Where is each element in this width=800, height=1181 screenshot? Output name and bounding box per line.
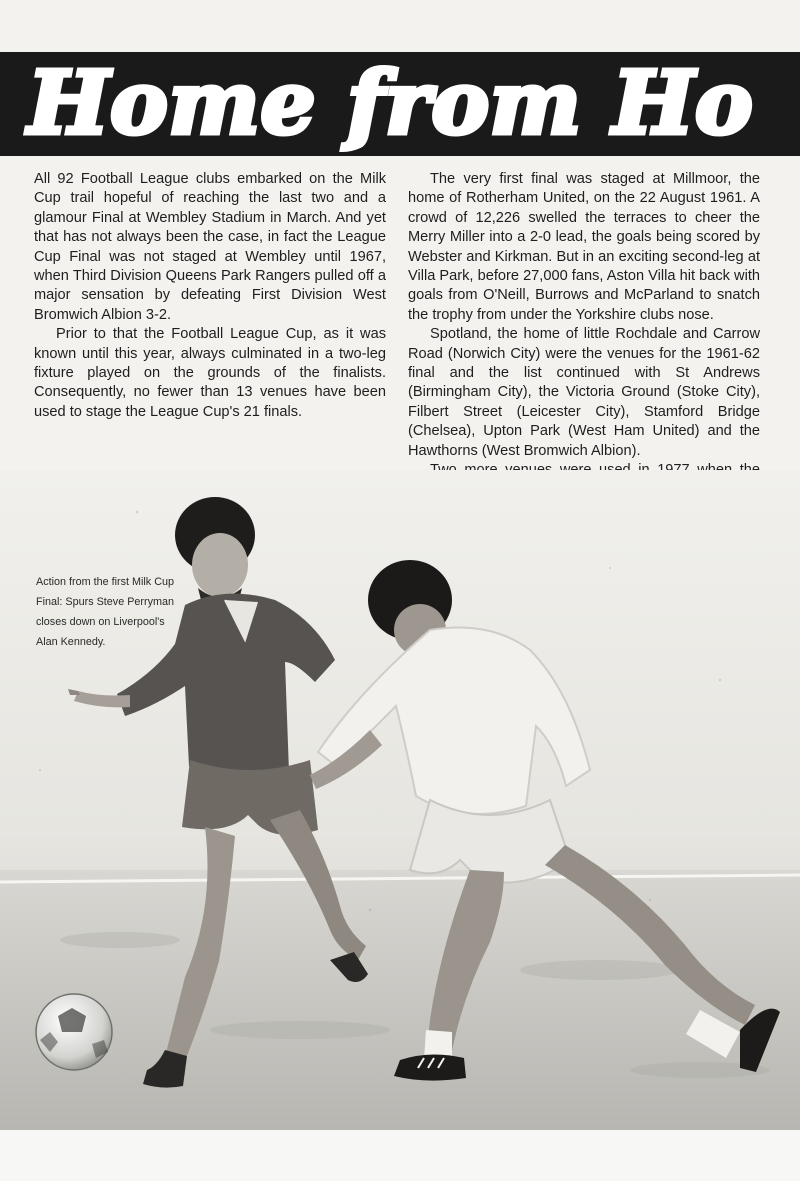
action-photo-image [0,470,800,1130]
headline-title: Home from Ho [28,53,754,154]
headline-banner [0,52,800,156]
paragraph: All 92 Football League clubs embarked on the Milk Cup trail hopeful of reaching the last two and a glamour Final at Wembley Stadium in March. And yet that has not always been the case, in fact the League Cup Final was not staged at Wembley until 1967, when Third Division Queens Park Rangers pulled off a major sensation by defeating First Division West Bromwich Albion 3-2. [34,171,386,323]
action-photo [0,470,800,1130]
paragraph: The very first final was staged at Millmoor, the home of Rotherham United, on the 22 August 1961. A crowd of 12,226 swelled the terraces to cheer the Merry Miller into a 2-0 lead, the goals being scored by Webster and Kirkman. But in an exciting second-leg at Villa Park, before 27,000 fans, Aston Villa hit back with goals from O'Neill, Burrows and McParland to snatch the trophy from under the Yorkshire clubs nose. [408,171,760,323]
article-column-left [34,170,386,422]
paragraph: Prior to that the Football League Cup, as it was known until this year, always culminated in a two-leg fixture played on the grounds of the finalists. Consequently, no fewer than 13 venues have been used to stage the League Cup's 21 finals. [34,326,386,420]
football [36,994,112,1070]
article-column-right [408,170,760,519]
page-bottom-margin [0,1130,800,1181]
paragraph: Spotland, the home of little Rochdale and Carrow Road (Norwich City) were the venues for the 1961-62 final and the list continued with St Andrews (Birmingham City), the Victoria Ground (Stoke City), Filbert Street (Leicester City), Stamford Bridge (Chelsea), Upton Park (West Ham United) and the Hawthorns (West Bromwich Albion). [408,326,760,459]
photo-caption: Action from the first Milk Cup Final: Spurs Steve Perryman closes down on Liverpool's Alan Kennedy. [36,576,175,648]
